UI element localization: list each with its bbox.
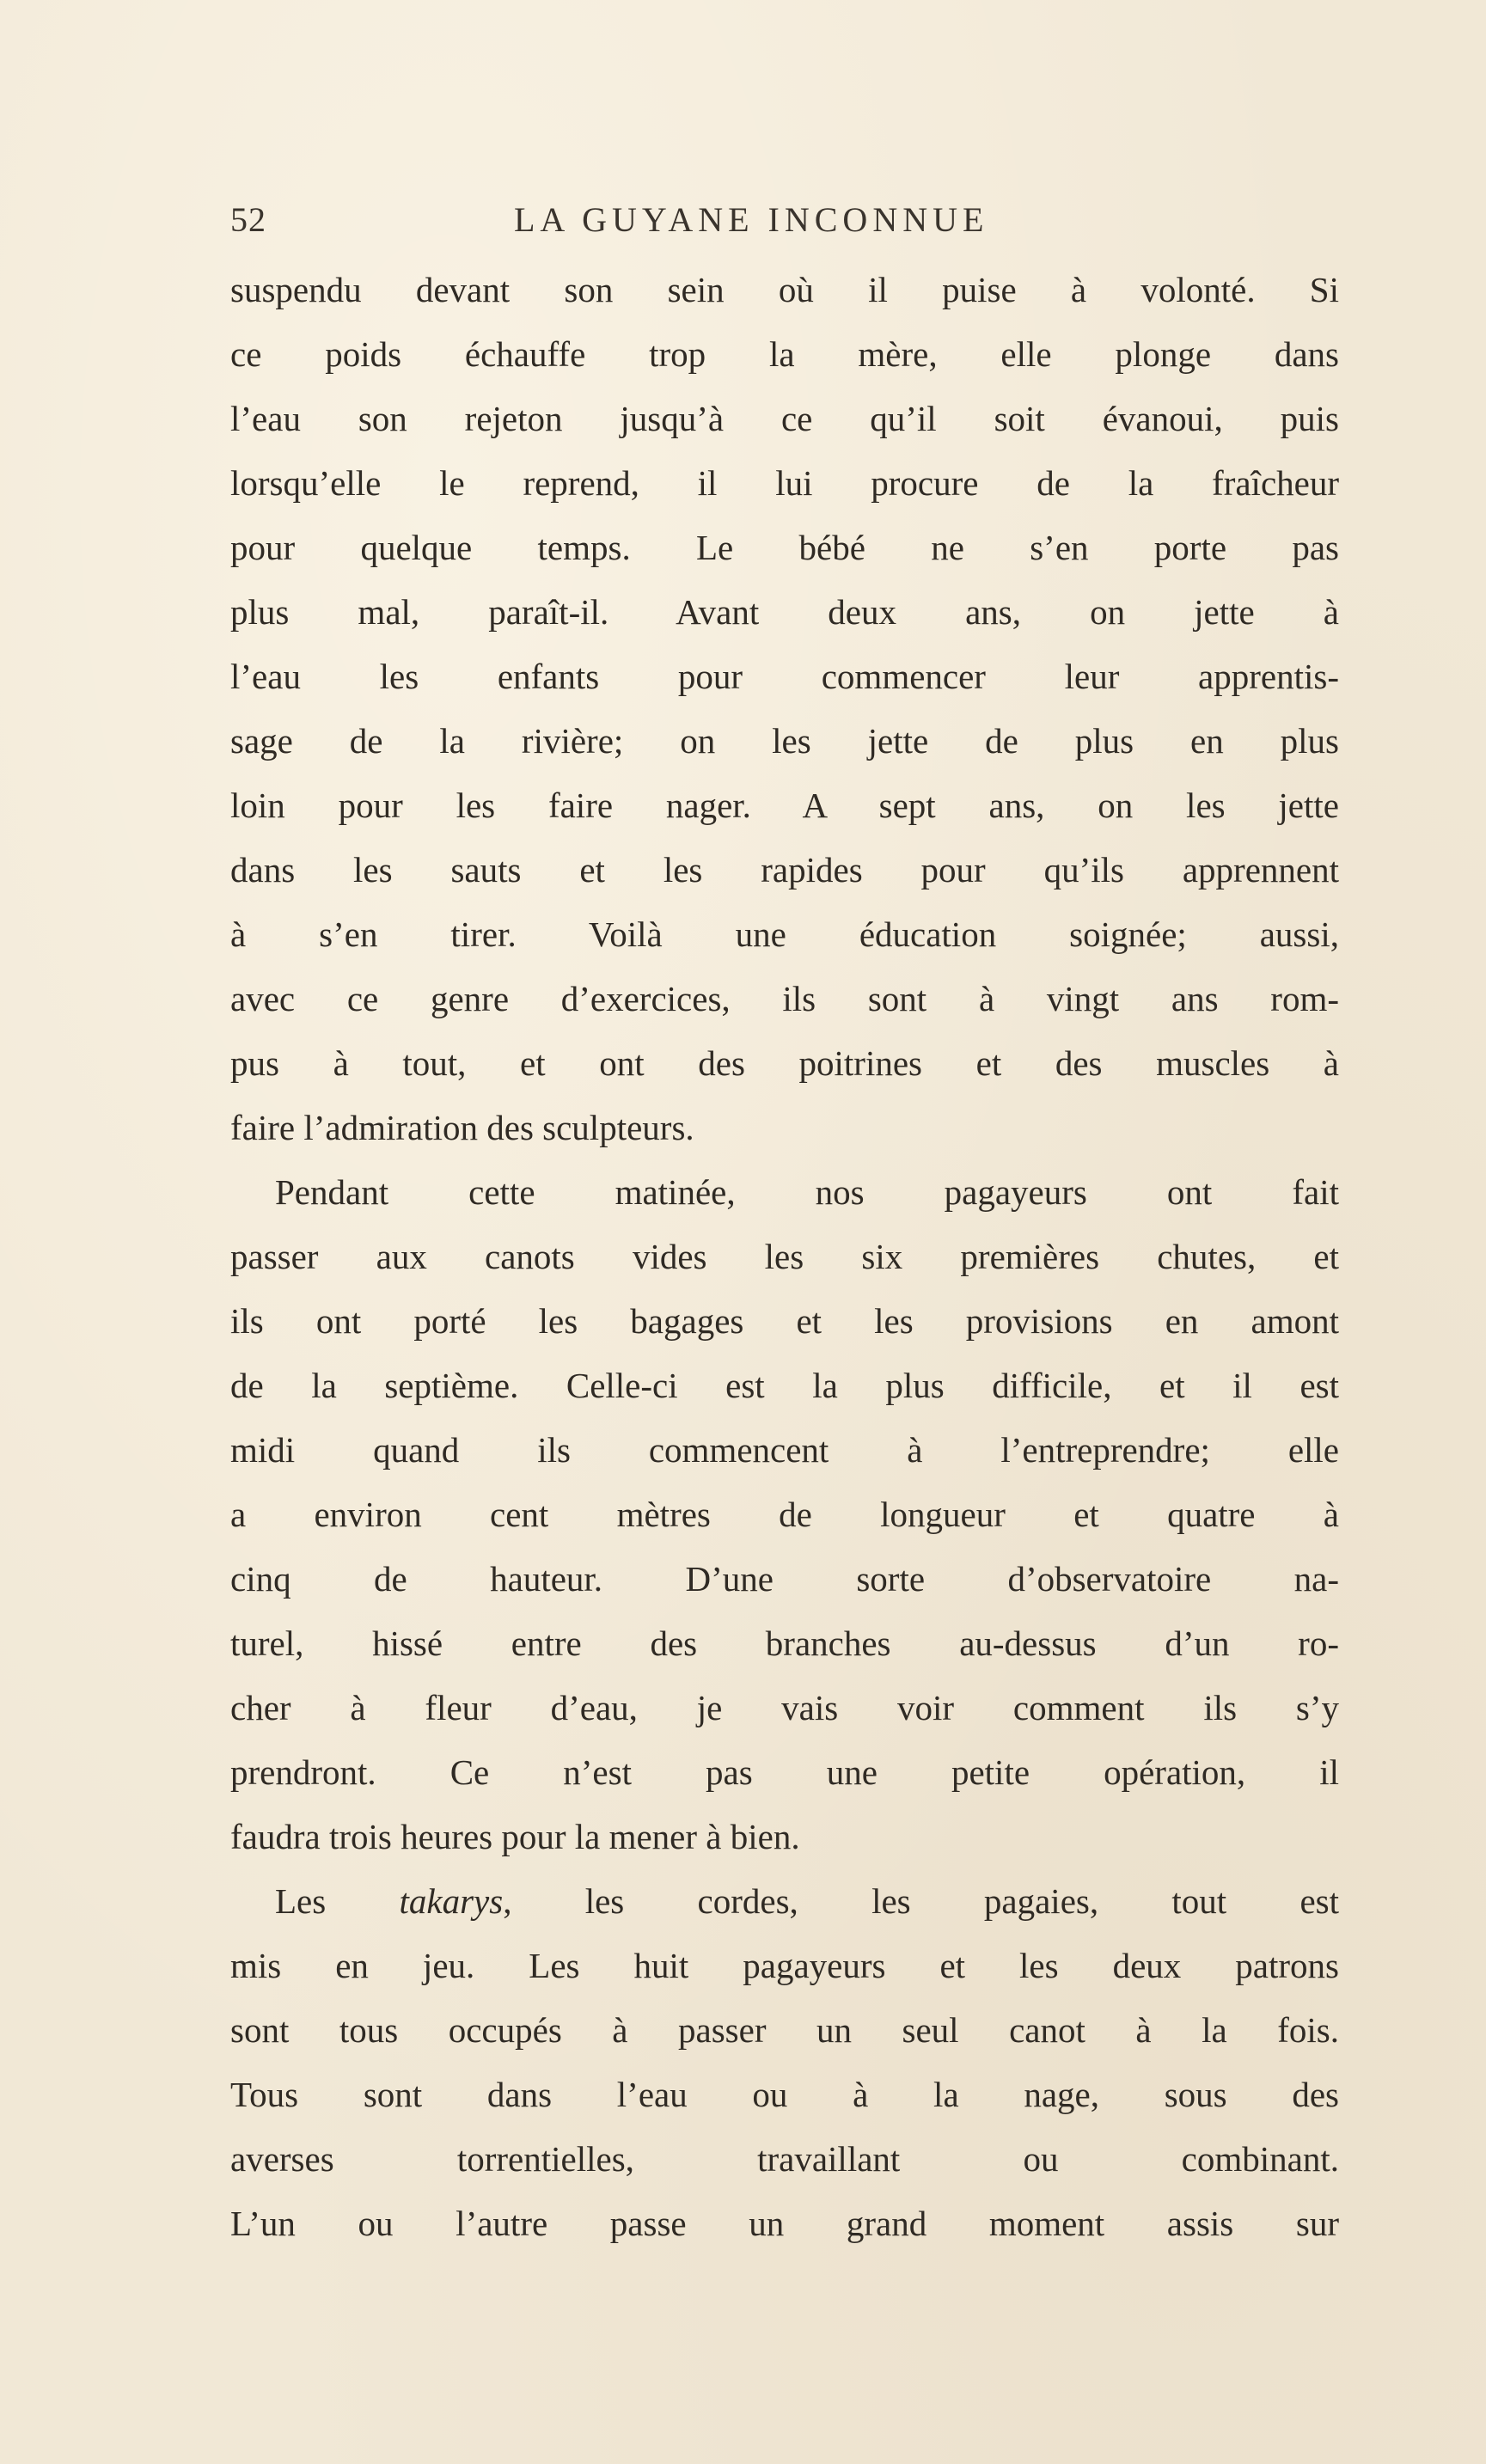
- text-fragment: Les: [275, 1881, 327, 1921]
- italic-term: takarys: [399, 1881, 504, 1921]
- text-line: prendront. Ce n’est pas une petite opération, il: [230, 1752, 1339, 1792]
- text-line: l’eau les enfants pour commencer leur apprentis-: [230, 657, 1339, 696]
- text-line: sage de la rivière; on les jette de plus en plus: [230, 721, 1339, 761]
- text-line: turel, hissé entre des branches au-dessus d’un ro-: [230, 1623, 1339, 1663]
- text-line: [230, 1869, 1339, 1934]
- running-title: LA GUYANE INCONNUE: [514, 200, 989, 239]
- text-fragment: , les cordes, les pagaies, tout est: [503, 1881, 1339, 1921]
- text-line: ils ont porté les bagages et les provisions en amont: [230, 1301, 1339, 1341]
- text-line: pour quelque temps. Le bébé ne s’en porte pas: [230, 528, 1339, 567]
- text-line: midi quand ils commencent à l’entreprendre; elle: [230, 1430, 1339, 1470]
- text-line: Tous sont dans l’eau ou à la nage, sous des: [230, 2075, 1339, 2114]
- text-line: faudra trois heures pour la mener à bien.: [230, 1817, 800, 1856]
- text-line: Pendant cette matinée, nos pagayeurs ont fait: [275, 1172, 1339, 1212]
- text-line: de la septième. Celle-ci est la plus difficile, et il est: [230, 1366, 1339, 1405]
- text-line: avec ce genre d’exercices, ils sont à vingt ans rom-: [230, 979, 1339, 1018]
- text-line: dans les sauts et les rapides pour qu’ils apprennent: [230, 850, 1339, 890]
- text-line: sont tous occupés à passer un seul canot à la fois.: [230, 2010, 1339, 2050]
- text-line: plus mal, paraît-il. Avant deux ans, on jette à: [230, 592, 1339, 632]
- text-line: ce poids échauffe trop la mère, elle plonge dans: [230, 334, 1339, 374]
- page-header: [230, 199, 1330, 251]
- text-line: averses torrentielles, travaillant ou combinant.: [230, 2139, 1339, 2179]
- text-line: l’eau son rejeton jusqu’à ce qu’il soit évanoui, puis: [230, 399, 1339, 438]
- text-line: cinq de hauteur. D’une sorte d’observatoire na-: [230, 1559, 1339, 1599]
- text-line: passer aux canots vides les six premières chutes, et: [230, 1237, 1339, 1276]
- body-text: [230, 258, 1339, 2256]
- text-line: L’un ou l’autre passe un grand moment assis sur: [230, 2204, 1339, 2243]
- text-line: mis en jeu. Les huit pagayeurs et les deux patrons: [230, 1946, 1339, 1985]
- text-line: suspendu devant son sein où il puise à volonté. Si: [230, 270, 1339, 309]
- text-line: à s’en tirer. Voilà une éducation soignée; aussi,: [230, 914, 1339, 954]
- text-line: pus à tout, et ont des poitrines et des muscles à: [230, 1043, 1339, 1083]
- text-line: lorsqu’elle le reprend, il lui procure de la fraîcheur: [230, 463, 1339, 503]
- text-line: a environ cent mètres de longueur et quatre à: [230, 1495, 1339, 1534]
- text-line: faire l’admiration des sculpteurs.: [230, 1108, 694, 1147]
- page-number: 52: [230, 200, 266, 239]
- text-line: loin pour les faire nager. A sept ans, on les jette: [230, 786, 1339, 825]
- text-line: cher à fleur d’eau, je vais voir comment ils s’y: [230, 1688, 1339, 1727]
